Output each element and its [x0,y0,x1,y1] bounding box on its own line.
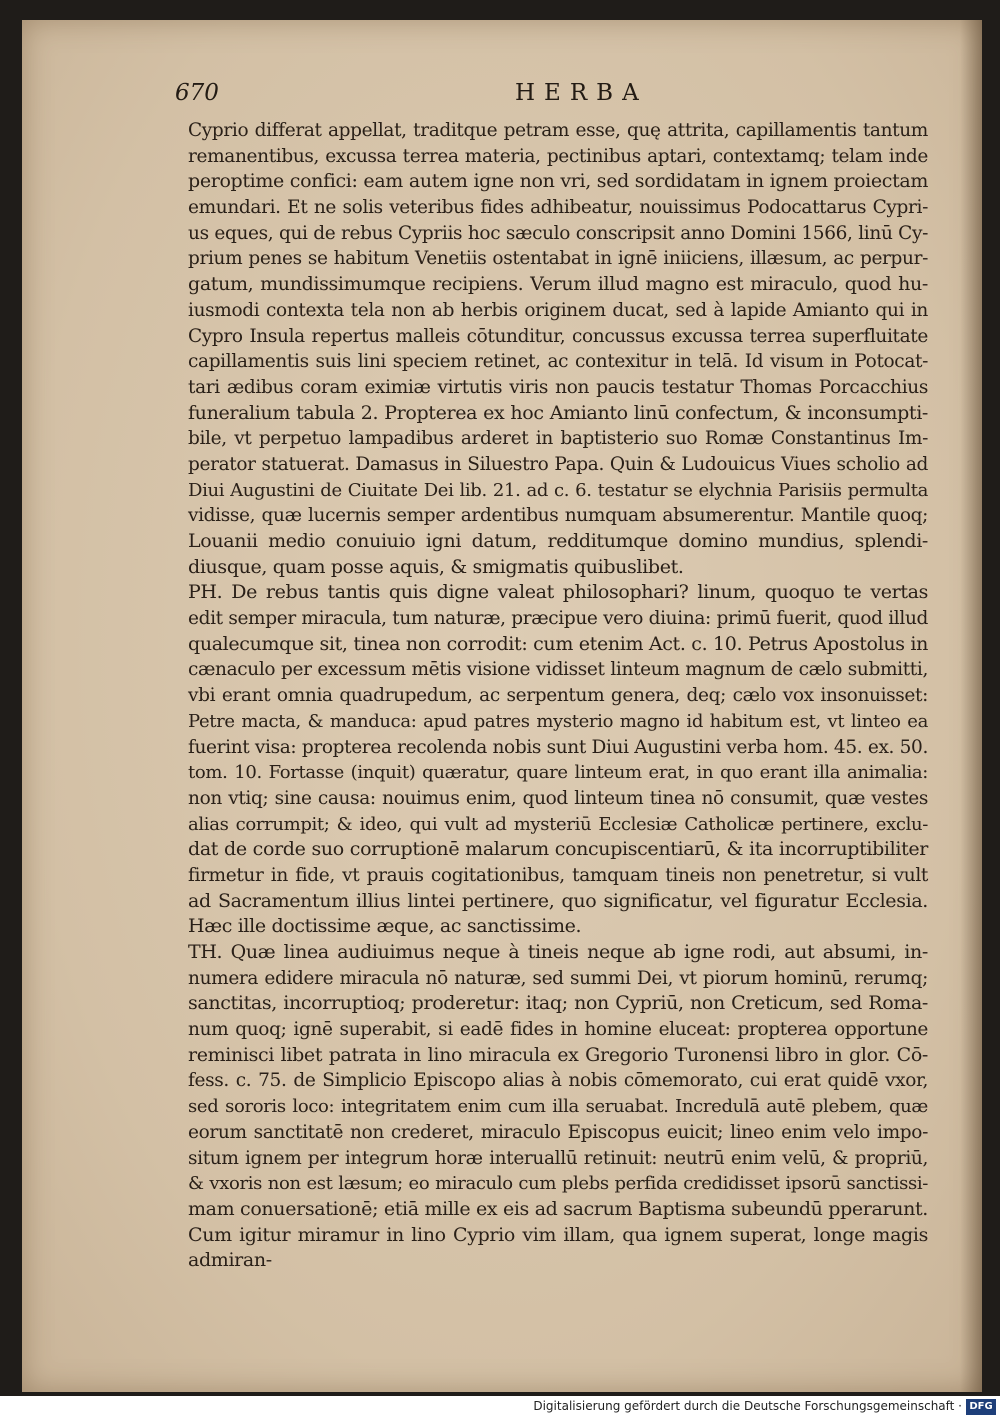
text-line: qualecumque sit, tinea non corrodit: cum etenim Act. c. 10. Petrus Apostolus in [188,632,928,655]
text-line: eorum sanctitatē non crederet, miraculo Episcopus euicit; lineo enim velo impo- [188,1121,928,1143]
text-line: Petre macta, & manduca: apud patres mysterio magno id habitum est, vt linteo ea [188,710,928,732]
text-line: num quoq; ignē superabit, si eadē fides in homine eluceat: propterea opportune [188,1019,928,1041]
text-line: vidisse, quæ lucernis semper ardentibus numquam absumerentur. Mantile quoq; [188,505,928,527]
text-line: admiran- [188,1249,272,1272]
text-line: mam conuersationē; etiā mille ex eis ad sacrum Baptisma subeundū pperarunt. [188,1197,928,1220]
text-line: iusmodi contexta tela non ab herbis originem ducat, sed à lapide Amianto qui in [188,299,928,321]
text-line: peroptime confici: eam autem igne non vri, sed sordidatam in ignem proiectam [188,170,928,193]
text-line: Diui Augustini de Ciuitate Dei lib. 21. ad c. 6. testatur se elychnia Parisiis permulta [188,479,928,501]
text-line: situm ignem per integrum horæ interuallū retinuit: neutrū enim velū, & propriū, [188,1147,928,1169]
footer-bar [0,1396,1000,1419]
text-line: numera edidere miracula nō naturæ, sed summi Dei, vt piorum hominū, rerumq; [188,967,928,989]
text-line: Cypro Insula repertus malleis cōtunditur, concussus excussa terrea superfluitate [188,325,928,347]
text-line: cænaculo per excessum mētis visione vidisset linteum magnum de cælo submitti, [188,659,928,681]
text-line: edit semper miracula, tum naturæ, præcipue vero diuina: primū fuerit, quod illud [188,608,928,630]
text-line: ad Sacramentum illius lintei pertinere, quo significatur, vel figuratur Ecclesia. [188,889,928,912]
dfg-logo: DFG [966,1399,996,1415]
text-line: non vtiq; sine causa: nouimus enim, quod linteum tinea nō consumit, quæ vestes [188,787,928,809]
text-line: fuerint visa: propterea recolenda nobis sunt Diui Augustini verba hom. 45. ex. 50. [188,736,928,758]
paragraph [188,940,928,1274]
text-line: fess. c. 75. de Simplicio Episcopo alias à nobis cōmemorato, cui erat quidē vxor, [188,1070,928,1092]
text-line: prium penes se habitum Venetiis ostentabat in ignē iniiciens, illæsum, ac perpur- [188,248,928,270]
text-line: funeralium tabula 2. Propterea ex hoc Amianto linū confectum, & inconsumpti- [188,401,928,424]
text-line: alias corrumpit; & ideo, qui vult ad mysteriū Ecclesiæ Catholicæ pertinere, exclu- [188,813,928,835]
text-line: bile, vt perpetuo lampadibus arderet in baptisterio suo Romæ Constantinus Im- [188,428,928,450]
text-line: capillamentis suis lini speciem retinet, ac contexitur in telā. Id visum in Potocat- [188,351,928,373]
text-line: sed sororis loco: integritatem enim cum illa seruabat. Incredulā autē plebem, quæ [188,1096,928,1118]
paragraph [188,118,928,580]
text-line: us eques, qui de rebus Cypriis hoc sæculo conscripsit anno Domini 1566, linū Cy- [188,222,928,244]
text-line: diusque, quam posse aquis, & smigmatis quibuslibet. [188,555,684,578]
text-line: PH. De rebus tantis quis digne valeat philosophari? linum, quoquo te vertas [188,581,928,604]
running-head: HERBA [515,80,648,106]
text-line: remanentibus, excussa terrea materia, pectinibus aptari, contextamq; telam inde [188,145,928,167]
text-line: reminisci libet patrata in lino miracula ex Gregorio Turonensi libro in glor. Cō- [188,1043,928,1066]
text-line: Cyprio differat appellat, traditque petram esse, quę attrita, capillamentis tantum [188,120,928,141]
text-line: Louanii medio conuiuio igni datum, redditumque domino mundius, splendi- [188,530,928,552]
text-line: TH. Quæ linea audiuimus neque à tineis neque ab igne rodi, aut absumi, in- [188,941,928,963]
text-line: gatum, mundissimumque recipiens. Verum illud magno est miraculo, quod hu- [188,273,928,296]
text-line: emundari. Et ne solis veteribus fides adhibeatur, nouissimus Podocattarus Cypri- [188,197,928,219]
text-line: firmetur in fide, vt prauis cogitationibus, tamquam tineis non penetretur, si vult [188,864,928,886]
text-line: Hæc ille doctissime æque, ac sanctissime. [188,915,582,938]
text-line: tari ædibus coram eximiæ virtutis viris non paucis testatur Thomas Porcacchius [188,376,928,398]
text-line: dat de corde suo corruptionē malarum concupiscentiarū, & ita incorruptibiliter [188,838,928,861]
text-line: Cum igitur miramur in lino Cyprio vim illam, qua ignem superat, longe magis [188,1223,928,1246]
text-line: sanctitas, incorruptioq; proderetur: itaq; non Cypriū, non Creticum, sed Roma- [188,992,928,1015]
text-line: & vxoris non est læsum; eo miraculo cum plebs perfida credidisset ipsorū sanctissi- [188,1173,928,1195]
body-text [188,118,928,1274]
text-line: tom. 10. Fortasse (inquit) quæratur, quare linteum erat, in quo erant illa animalia: [188,762,928,784]
text-line: perator statuerat. Damasus in Siluestro Papa. Quin & Ludouicus Viues scholio ad [188,453,928,475]
paragraph [188,580,928,940]
page-spine-shadow [960,20,982,1392]
page-header [175,80,935,114]
funding-notice: Digitalisierung gefördert durch die Deutsche Forschungsgemeinschaft · [533,1399,962,1413]
text-line: vbi erant omnia quadrupedum, ac serpentum genera, deq; cælo vox insonuisset: [188,685,928,707]
page-number: 670 [175,80,219,106]
